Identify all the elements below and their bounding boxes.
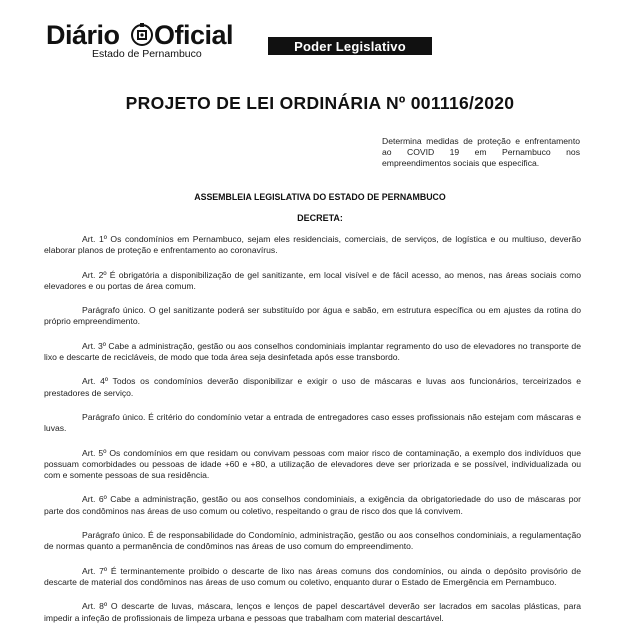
article-6-paragraph-unico: Parágrafo único. É de responsabilidade do Condomínio, administração, gestão ou aos conselhos condominiais, a regulamentação de normas quanto a permanência de condôminos nas áreas de uso comum do empreendimento. (44, 530, 581, 552)
article-6: Art. 6º Cabe a administração, gestão ou aos conselhos condominiais, a exigência da obrigatoriedade do uso de máscaras por parte dos condôminos nas áreas de uso comum ou coletivo, respeitando o grau de risco dos que lá convivem. (44, 494, 581, 516)
ementa-text: Determina medidas de proteção e enfrentamento ao COVID 19 em Pernambuco nos empreendimentos sociais que especifica. (382, 136, 580, 169)
article-7: Art. 7º É terminantemente proibido o descarte de lixo nas áreas comuns dos condomínios, ou ainda o depósito provisório de descarte de material dos condôminos nas áreas de uso comum ou coletivo, enquanto durar o Estado de Emergência em Pernambuco. (44, 565, 581, 587)
article-8: Art. 8º O descarte de luvas, máscara, lenços e lenços de papel descartável deverão ser lacrados em sacolas plásticas, para impedir a infeção de profissionais de limpeza urbana e pessoas que trabalham com material descartável. (44, 601, 581, 623)
article-2-paragraph-unico: Parágrafo único. O gel sanitizante poderá ser substituído por água e sabão, em estrutura específica ou em ajustes da rotina do próprio empreendimento. (44, 305, 581, 327)
article-4-paragraph-unico: Parágrafo único. É critério do condomínio vetar a entrada de entregadores caso esses profissionais não estejam com máscaras e luvas. (44, 411, 581, 434)
article-2: Art. 2º É obrigatória a disponibilização de gel sanitizante, em local visível e de fácil acesso, ao menos, nas áreas sociais como elevadores e ou portas de área comum. (44, 269, 581, 291)
article-4: Art. 4º Todos os condomínios deverão disponibilizar e exigir o uso de máscaras e luvas aos funcionários, terceirizados e prestadores de serviço. (44, 376, 581, 398)
logo-right-text: Oficial (154, 20, 234, 50)
decreta-heading: DECRETA: (297, 213, 343, 223)
articles-body (44, 234, 581, 637)
document-title: PROJETO DE LEI ORDINÁRIA Nº 001116/2020 (125, 93, 515, 113)
logo-left-text: Diário (46, 20, 120, 50)
state-seal-icon (131, 23, 153, 47)
article-3: Art. 3º Cabe a administração, gestão ou aos conselhos condominiais implantar regramento do uso de elevadores no transporte de lixo e descarte de recicláveis, de modo que toda área seja desinfetada após esse transbordo. (44, 340, 581, 363)
legislative-organ: ASSEMBLEIA LEGISLATIVA DO ESTADO DE PERNAMBUCO (194, 192, 446, 202)
section-label: Poder Legislativo (268, 37, 432, 55)
article-1: Art. 1º Os condomínios em Pernambuco, sejam eles residenciais, comerciais, de serviços, de logística e ou multiuso, deverão elaborar planos de proteção e enfrentamento ao coronavírus. (44, 234, 581, 256)
logo-subtitle: Estado de Pernambuco (92, 48, 202, 60)
article-5: Art. 5º Os condomínios em que residam ou convivam pessoas com maior risco de contaminação, a exemplo dos indivíduos que possuam comorbidades ou pessoas de idade +60 e +80, a utilização de elevadores deve ser priorizada e se possível, individualizada ou com e somente pessoas de sua residência. (44, 447, 581, 481)
